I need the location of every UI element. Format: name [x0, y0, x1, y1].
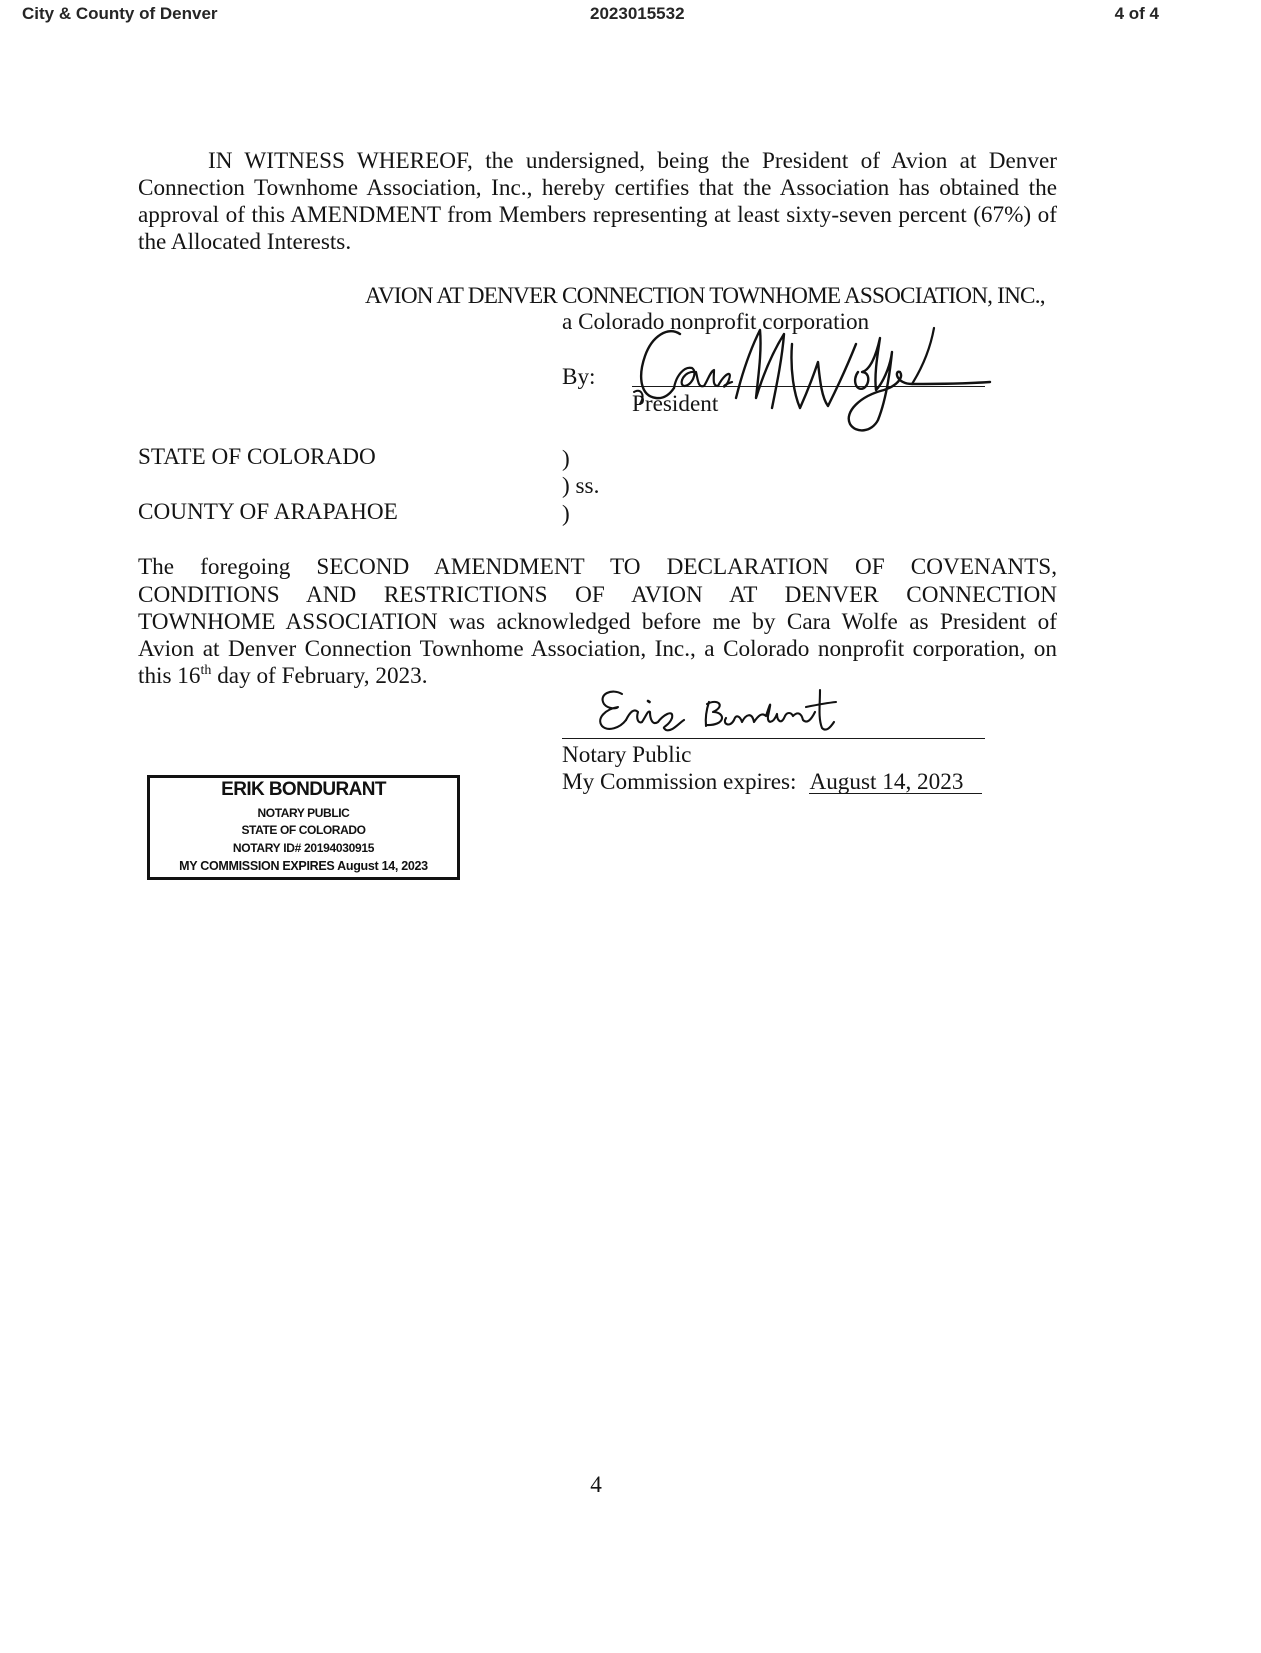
recorder-name: City & County of Denver: [22, 4, 218, 23]
witness-line: approval of this AMENDMENT from Members representing at least sixty-seven percent (67%) of: [138, 202, 1057, 228]
stamp-title: NOTARY PUBLIC: [257, 806, 350, 820]
association-name: AVION AT DENVER CONNECTION TOWNHOME ASSOCIATION, INC.,: [365, 283, 1045, 309]
signature-stroke: [634, 391, 642, 404]
acknowledgment-line: Avion at Denver Connection Townhome Association, Inc., a Colorado nonprofit corporation, on: [138, 636, 1057, 662]
signature-stroke: [725, 705, 815, 725]
venue-bracket-ss: ) ss.: [562, 473, 600, 499]
notary-stamp: [147, 775, 460, 880]
venue-bracket-top: ): [562, 446, 570, 472]
ordinal-suffix: th: [200, 663, 212, 678]
witness-line: IN WITNESS WHEREOF, the undersigned, being the President of Avion at Denver: [208, 148, 1057, 174]
signature-stroke: [820, 690, 835, 730]
venue-county: COUNTY OF ARAPAHOE: [138, 499, 398, 525]
signature-stroke: [600, 692, 626, 729]
acknowledgment-line: The foregoing SECOND AMENDMENT TO DECLARATION OF COVENANTS,: [138, 554, 1057, 580]
stamp-state: STATE OF COLORADO: [241, 823, 366, 837]
stamp-name: ERIK BONDURANT: [221, 779, 386, 800]
witness-line: the Allocated Interests.: [138, 229, 352, 255]
signature-stroke: [674, 368, 732, 388]
signature-stroke: [912, 328, 934, 384]
notary-title: Notary Public: [562, 742, 692, 768]
commission-expiry: [562, 769, 982, 796]
commission-label: My Commission expires:: [562, 769, 797, 795]
signature-stroke: [849, 338, 990, 430]
notary-signature-line: [562, 738, 985, 739]
commission-date: August 14, 2023: [809, 771, 982, 794]
page-number: 4: [590, 1472, 602, 1498]
acknowledgment-line: CONDITIONS AND RESTRICTIONS OF AVION AT DENVER CONNECTION: [138, 582, 1057, 608]
acknowledgment-date-start: this 16: [138, 663, 201, 689]
notary-signature: [588, 682, 842, 738]
signature-stroke: [736, 330, 784, 408]
signer-title: President: [632, 391, 719, 417]
acknowledgment-final-line: [138, 663, 428, 690]
stamp-expiration: MY COMMISSION EXPIRES August 14, 2023: [179, 859, 428, 873]
witness-line: Connection Townhome Association, Inc., hereby certifies that the Association has obtained the: [138, 175, 1057, 201]
signature-stroke: [648, 701, 650, 702]
acknowledgment-date-end: day of February, 2023.: [211, 663, 428, 689]
acknowledgment-line: TOWNHOME ASSOCIATION was acknowledged before me by Cara Wolfe as President of: [138, 609, 1057, 635]
signature-stroke: [706, 702, 722, 726]
signature-stroke: [626, 710, 684, 730]
by-label: By:: [562, 364, 596, 390]
page-count: 4 of 4: [1114, 4, 1159, 23]
signature-stroke: [791, 344, 856, 408]
reception-number: 2023015532: [590, 4, 685, 23]
president-signature: [620, 318, 1000, 440]
signature-stroke: [806, 702, 836, 707]
association-description: a Colorado nonprofit corporation: [562, 309, 870, 335]
stamp-notary-id: NOTARY ID# 20194030915: [232, 841, 375, 855]
venue-bracket-bottom: ): [562, 501, 570, 527]
venue-state: STATE OF COLORADO: [138, 444, 376, 470]
